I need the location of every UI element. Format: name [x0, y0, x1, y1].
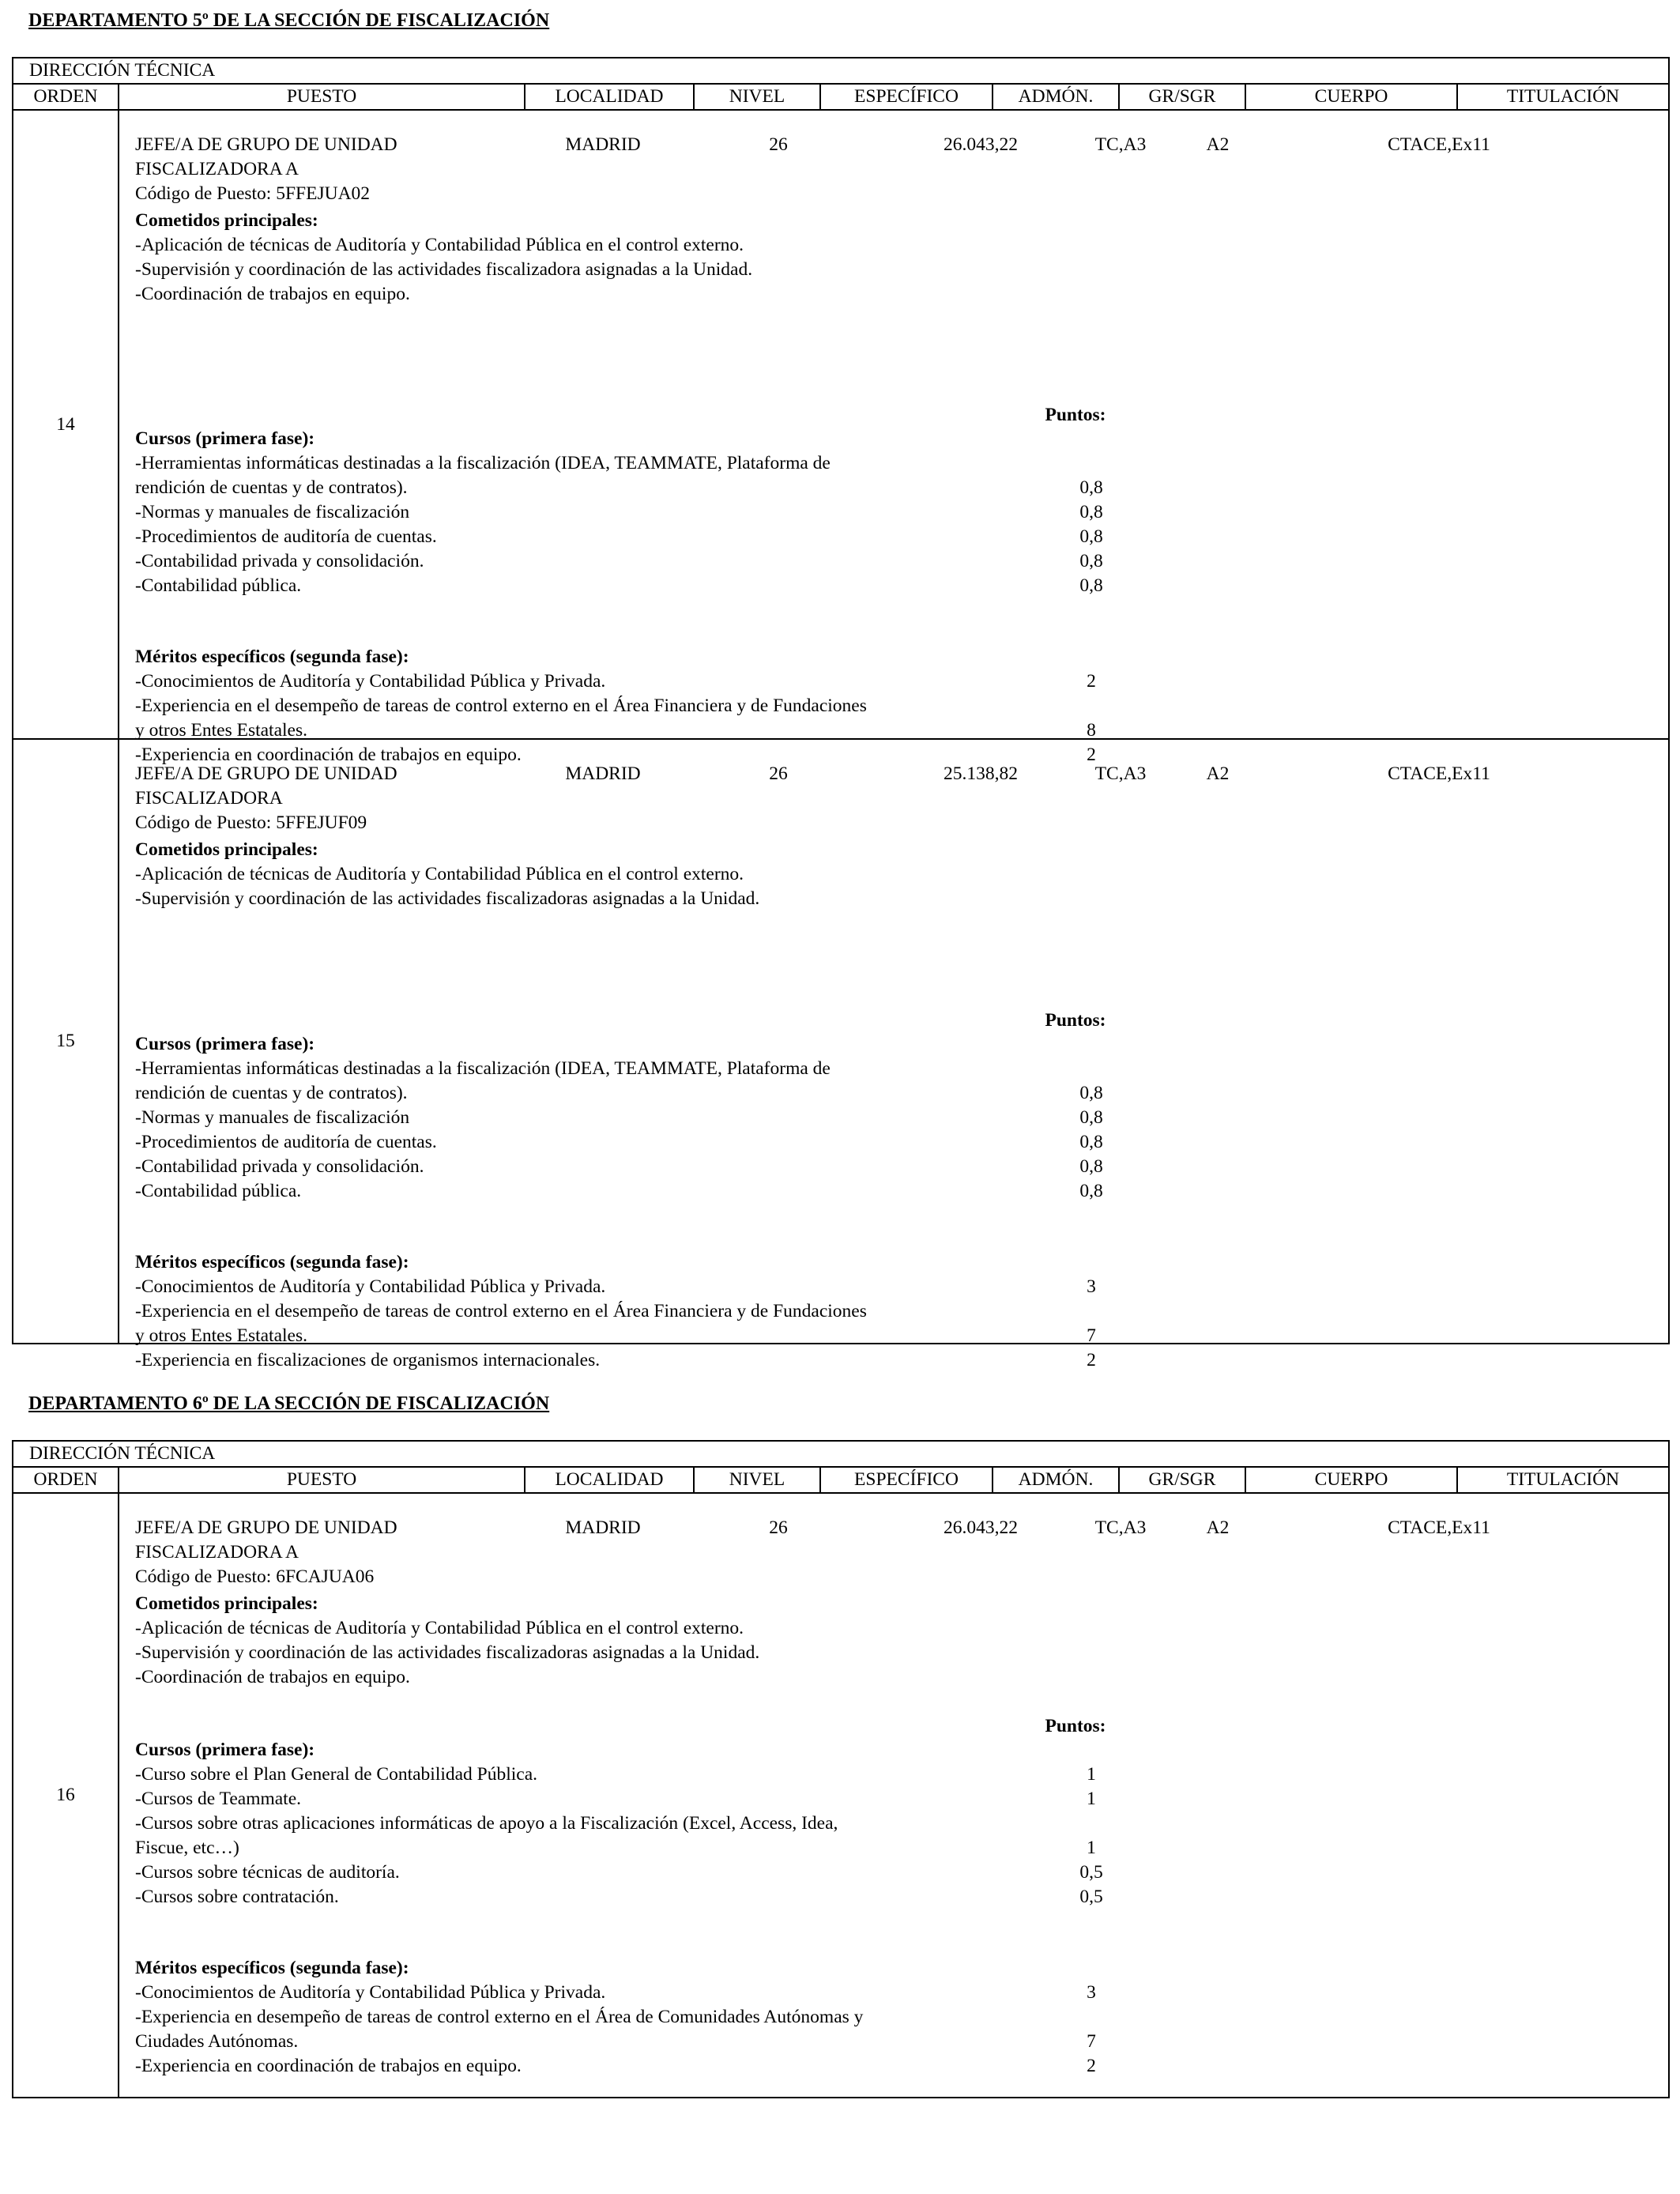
- row-content: [119, 739, 1669, 1370]
- curso-item: [135, 1106, 1103, 1130]
- department-title: DEPARTAMENTO 6º DE LA SECCIÓN DE FISCALIZACIÓN: [28, 1393, 550, 1414]
- merito-text: -Experiencia en coordinación de trabajos en equipo.: [135, 2056, 522, 2076]
- cursos-heading: Cursos (primera fase):: [135, 1034, 315, 1054]
- puntos-value: 2: [1087, 1350, 1096, 1370]
- column-header: CUERPO: [1245, 1467, 1457, 1493]
- curso-text: -Contabilidad privada y consolidación.: [135, 551, 424, 571]
- puesto-name-line: JEFE/A DE GRUPO DE UNIDAD: [135, 1517, 397, 1538]
- cometido-item: -Supervisión y coordinación de las actividades fiscalizadoras asignadas a la Unidad.: [135, 888, 760, 909]
- puntos-label: Puntos:: [1045, 1716, 1106, 1736]
- puesto-name-line: FISCALIZADORA: [135, 788, 283, 809]
- curso-text: -Herramientas informáticas destinadas a la fiscalización (IDEA, TEAMMATE, Plataforma de: [135, 453, 831, 473]
- puntos-value: 0,5: [1079, 1887, 1103, 1907]
- curso-item: [135, 574, 1103, 598]
- puesto-title: [135, 762, 483, 835]
- curso-item: [135, 1811, 1083, 1836]
- cometidos-heading: Cometidos principales:: [135, 839, 318, 860]
- curso-item: [135, 1787, 1096, 1811]
- admon-value: TC,A3: [1094, 1517, 1147, 1538]
- row-content: [119, 110, 1669, 765]
- puesto-title: [135, 1516, 483, 1589]
- merito-item: [135, 2054, 1096, 2079]
- column-header: TITULACIÓN: [1457, 1467, 1669, 1493]
- column-header: NIVEL: [694, 1467, 820, 1493]
- curso-text: -Herramientas informáticas destinadas a la fiscalización (IDEA, TEAMMATE, Plataforma de: [135, 1058, 831, 1079]
- grsgr-value: A2: [1206, 134, 1230, 155]
- puntos-label: Puntos:: [1045, 1010, 1106, 1031]
- puntos-label: Puntos:: [1045, 405, 1106, 425]
- admon-value: TC,A3: [1094, 134, 1147, 155]
- puntos-value: 3: [1087, 1982, 1096, 2003]
- puntos-value: 7: [1087, 1325, 1096, 1346]
- puesto-title: [135, 133, 483, 206]
- column-header: ESPECÍFICO: [820, 1467, 993, 1493]
- merito-text: -Experiencia en el desempeño de tareas de control externo en el Área Financiera y de Fundaciones: [135, 1301, 867, 1321]
- curso-text: -Curso sobre el Plan General de Contabilidad Pública.: [135, 1764, 538, 1785]
- meritos-heading: Méritos específicos (segunda fase):: [135, 1958, 409, 1978]
- meritos-heading: Méritos específicos (segunda fase):: [135, 647, 409, 667]
- cursos-heading: Cursos (primera fase):: [135, 1740, 315, 1760]
- curso-text: -Contabilidad pública.: [135, 1181, 302, 1201]
- puntos-value: 0,8: [1079, 1132, 1103, 1152]
- cometido-item: -Coordinación de trabajos en equipo.: [135, 284, 410, 304]
- curso-item: [135, 525, 1103, 549]
- column-header: LOCALIDAD: [525, 84, 694, 110]
- puntos-value: 0,8: [1079, 1107, 1103, 1128]
- puesto-name-line: JEFE/A DE GRUPO DE UNIDAD: [135, 763, 397, 784]
- curso-item: [135, 1155, 1103, 1179]
- curso-text: rendición de cuentas y de contratos).: [135, 477, 408, 498]
- merito-item: [135, 694, 1083, 718]
- nivel-value: 26: [769, 763, 788, 784]
- puntos-value: 2: [1087, 671, 1096, 692]
- table-row: [13, 110, 1669, 739]
- curso-text: rendición de cuentas y de contratos).: [135, 1083, 408, 1103]
- orden-cell: 15: [13, 739, 119, 1344]
- column-header: GR/SGR: [1119, 84, 1245, 110]
- positions-table: [12, 1440, 1670, 2098]
- merito-text: y otros Entes Estatales.: [135, 720, 307, 741]
- meritos-heading: Méritos específicos (segunda fase):: [135, 1252, 409, 1272]
- localidad-value: MADRID: [565, 1517, 641, 1538]
- merito-text: -Experiencia en el desempeño de tareas de control externo en el Área Financiera y de Fundaciones: [135, 696, 867, 716]
- column-header: ESPECÍFICO: [820, 84, 993, 110]
- cometido-item: -Aplicación de técnicas de Auditoría y Contabilidad Pública en el control externo.: [135, 864, 744, 884]
- nivel-value: 26: [769, 1517, 788, 1538]
- puntos-value: 8: [1087, 720, 1096, 741]
- merito-text: -Conocimientos de Auditoría y Contabilidad Pública y Privada.: [135, 671, 606, 692]
- cometido-item: -Coordinación de trabajos en equipo.: [135, 1667, 410, 1687]
- grsgr-value: A2: [1206, 763, 1230, 784]
- puntos-value: 0,8: [1079, 575, 1103, 596]
- merito-text: -Experiencia en coordinación de trabajos en equipo.: [135, 745, 522, 765]
- cuerpo-value: CTACE,Ex11: [1388, 763, 1490, 784]
- puesto-name-line: FISCALIZADORA A: [135, 1542, 299, 1563]
- column-header: ADMÓN.: [993, 84, 1119, 110]
- curso-item: [135, 1179, 1103, 1204]
- puesto-name-line: JEFE/A DE GRUPO DE UNIDAD: [135, 134, 397, 155]
- merito-item: [135, 1348, 1096, 1373]
- row-content: [119, 1493, 1669, 2098]
- curso-text: -Cursos sobre técnicas de auditoría.: [135, 1862, 400, 1883]
- cometido-item: -Aplicación de técnicas de Auditoría y Contabilidad Pública en el control externo.: [135, 235, 744, 255]
- curso-text: -Normas y manuales de fiscalización: [135, 1107, 410, 1128]
- puntos-value: 1: [1087, 1764, 1096, 1785]
- puntos-value: 2: [1087, 745, 1096, 765]
- curso-item: [135, 1860, 1103, 1885]
- curso-text: Fiscue, etc…): [135, 1838, 239, 1858]
- cometidos-heading: Cometidos principales:: [135, 1593, 318, 1614]
- cometidos-block: [135, 1592, 1083, 1690]
- codigo-puesto: Código de Puesto: 6FCAJUA06: [135, 1566, 375, 1587]
- merito-item: [135, 1981, 1096, 2005]
- curso-text: -Normas y manuales de fiscalización: [135, 502, 410, 522]
- cometidos-block: [135, 838, 1083, 911]
- table-row: [13, 739, 1669, 1344]
- curso-text: -Cursos sobre otras aplicaciones informáticas de apoyo a la Fiscalización (Excel, Access, Idea,: [135, 1813, 838, 1834]
- localidad-value: MADRID: [565, 134, 641, 155]
- cursos-block: [135, 427, 1103, 598]
- curso-item: [135, 1057, 1083, 1081]
- puntos-value: 0,8: [1079, 526, 1103, 547]
- curso-text: -Procedimientos de auditoría de cuentas.: [135, 1132, 437, 1152]
- especifico-value: 26.043,22: [944, 134, 1018, 155]
- meritos-block: [135, 1956, 1096, 2079]
- positions-table: [12, 57, 1670, 1370]
- curso-text: -Cursos de Teammate.: [135, 1789, 302, 1809]
- cometido-item: -Supervisión y coordinación de las actividades fiscalizadoras asignadas a la Unidad.: [135, 1642, 760, 1663]
- column-header: TITULACIÓN: [1457, 84, 1669, 110]
- especifico-value: 25.138,82: [944, 763, 1018, 784]
- merito-text: y otros Entes Estatales.: [135, 1325, 307, 1346]
- puntos-value: 0,5: [1079, 1862, 1103, 1883]
- merito-item: [135, 1299, 1083, 1324]
- meritos-block: [135, 1250, 1096, 1373]
- nivel-value: 26: [769, 134, 788, 155]
- merito-item: [135, 1275, 1096, 1299]
- curso-item: [135, 1836, 1096, 1860]
- curso-item: [135, 451, 1083, 476]
- department-title: DEPARTAMENTO 5º DE LA SECCIÓN DE FISCALIZACIÓN: [28, 10, 550, 31]
- puntos-value: 0,8: [1079, 477, 1103, 498]
- curso-item: [135, 1130, 1103, 1155]
- grsgr-value: A2: [1206, 1517, 1230, 1538]
- curso-item: [135, 549, 1103, 574]
- puntos-value: 0,8: [1079, 1083, 1103, 1103]
- merito-item: [135, 669, 1096, 694]
- cuerpo-value: CTACE,Ex11: [1388, 134, 1490, 155]
- cursos-heading: Cursos (primera fase):: [135, 428, 315, 449]
- cuerpo-value: CTACE,Ex11: [1388, 1517, 1490, 1538]
- column-header: PUESTO: [119, 1467, 525, 1493]
- column-header: ADMÓN.: [993, 1467, 1119, 1493]
- admon-value: TC,A3: [1094, 763, 1147, 784]
- orden-cell: 16: [13, 1493, 119, 2098]
- table-subheader: DIRECCIÓN TÉCNICA: [13, 1441, 1669, 1467]
- table-row: [13, 1493, 1669, 2098]
- table-header-row: [13, 84, 1669, 110]
- column-header: ORDEN: [13, 1467, 119, 1493]
- merito-text: -Conocimientos de Auditoría y Contabilidad Pública y Privada.: [135, 1982, 606, 2003]
- table-subheader: DIRECCIÓN TÉCNICA: [13, 58, 1669, 84]
- column-header: ORDEN: [13, 84, 119, 110]
- puntos-value: 3: [1087, 1276, 1096, 1297]
- curso-text: -Contabilidad privada y consolidación.: [135, 1156, 424, 1177]
- column-header: PUESTO: [119, 84, 525, 110]
- puntos-value: 0,8: [1079, 502, 1103, 522]
- puntos-value: 1: [1087, 1789, 1096, 1809]
- column-header: CUERPO: [1245, 84, 1457, 110]
- puntos-value: 0,8: [1079, 551, 1103, 571]
- curso-item: [135, 1885, 1103, 1909]
- puntos-value: 2: [1087, 2056, 1096, 2076]
- merito-text: -Experiencia en fiscalizaciones de organismos internacionales.: [135, 1350, 601, 1370]
- merito-item: [135, 1324, 1096, 1348]
- localidad-value: MADRID: [565, 763, 641, 784]
- column-header: LOCALIDAD: [525, 1467, 694, 1493]
- cometidos-heading: Cometidos principales:: [135, 210, 318, 231]
- merito-text: -Conocimientos de Auditoría y Contabilidad Pública y Privada.: [135, 1276, 606, 1297]
- puntos-value: 0,8: [1079, 1181, 1103, 1201]
- puntos-value: 7: [1087, 2031, 1096, 2052]
- curso-item: [135, 500, 1103, 525]
- table-header-row: [13, 1467, 1669, 1493]
- column-header: NIVEL: [694, 84, 820, 110]
- merito-item: [135, 2030, 1096, 2054]
- puesto-name-line: FISCALIZADORA A: [135, 159, 299, 179]
- merito-text: Ciudades Autónomas.: [135, 2031, 299, 2052]
- curso-item: [135, 1081, 1103, 1106]
- cometido-item: -Aplicación de técnicas de Auditoría y Contabilidad Pública en el control externo.: [135, 1618, 744, 1638]
- curso-text: -Contabilidad pública.: [135, 575, 302, 596]
- cometidos-block: [135, 209, 1083, 307]
- codigo-puesto: Código de Puesto: 5FFEJUF09: [135, 812, 367, 833]
- orden-cell: 14: [13, 110, 119, 739]
- cometido-item: -Supervisión y coordinación de las actividades fiscalizadora asignadas a la Unidad.: [135, 259, 753, 280]
- column-header: GR/SGR: [1119, 1467, 1245, 1493]
- curso-item: [135, 1762, 1096, 1787]
- especifico-value: 26.043,22: [944, 1517, 1018, 1538]
- curso-item: [135, 476, 1103, 500]
- merito-text: -Experiencia en desempeño de tareas de control externo en el Área de Comunidades Autónomas y: [135, 2007, 864, 2027]
- curso-text: -Cursos sobre contratación.: [135, 1887, 339, 1907]
- codigo-puesto: Código de Puesto: 5FFEJUA02: [135, 183, 371, 204]
- curso-text: -Procedimientos de auditoría de cuentas.: [135, 526, 437, 547]
- cursos-block: [135, 1032, 1103, 1204]
- cursos-block: [135, 1738, 1103, 1909]
- merito-item: [135, 2005, 1083, 2030]
- puntos-value: 1: [1087, 1838, 1096, 1858]
- puntos-value: 0,8: [1079, 1156, 1103, 1177]
